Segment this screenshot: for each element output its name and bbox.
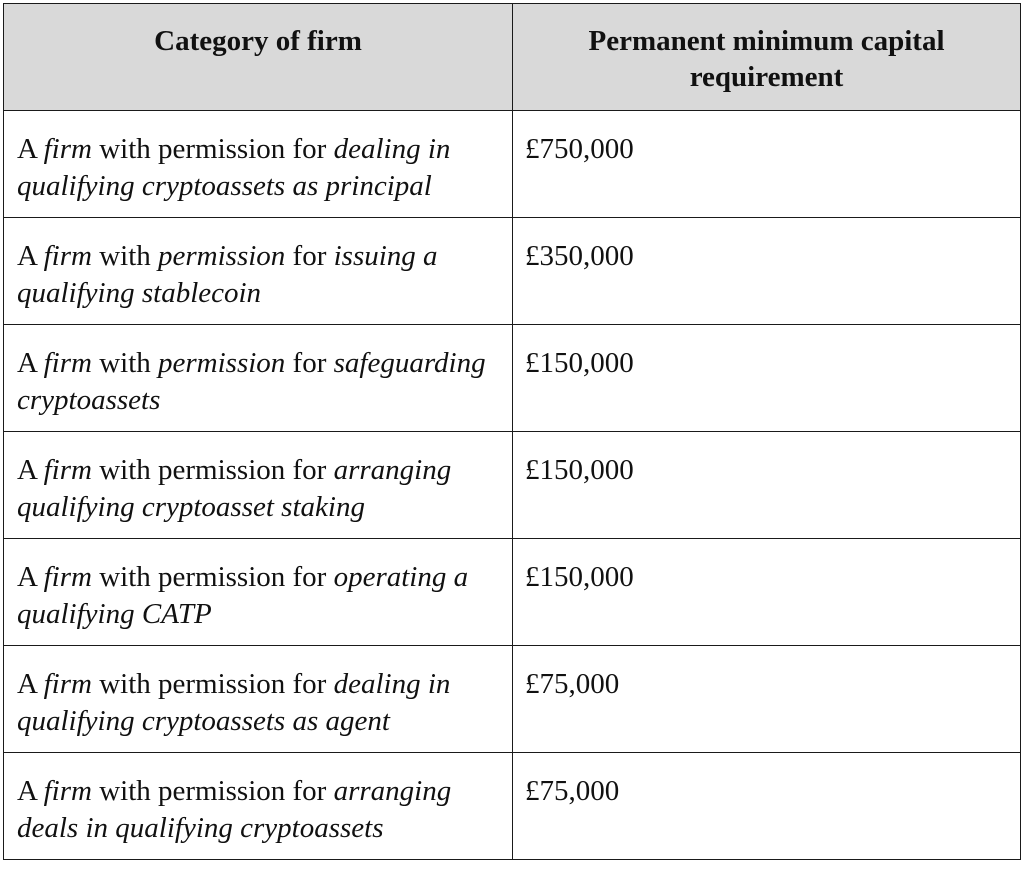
capital-requirement-value: £150,000 — [513, 325, 1021, 432]
table-row — [4, 539, 1021, 646]
firm-category-cell — [4, 432, 513, 539]
firm-category-cell — [4, 753, 513, 860]
table-row — [4, 432, 1021, 539]
capital-requirement-value: £75,000 — [513, 753, 1021, 860]
category-text: A — [17, 454, 44, 486]
category-text: for — [285, 240, 334, 272]
category-text-italic: firm — [43, 775, 92, 807]
category-text-italic: firm — [43, 454, 92, 486]
table-row — [4, 218, 1021, 325]
category-text-italic: safeguarding cryptoassets — [17, 347, 486, 416]
firm-category-cell — [4, 325, 513, 432]
category-text: with permission for — [91, 775, 334, 807]
category-text: with permission for — [91, 561, 334, 593]
category-text: with — [91, 240, 158, 272]
capital-requirement-value: £750,000 — [513, 111, 1021, 218]
category-text: for — [285, 347, 334, 379]
capital-requirement-value: £150,000 — [513, 539, 1021, 646]
category-text-italic: arranging qualifying cryptoasset staking — [17, 454, 452, 523]
firm-category-cell — [4, 539, 513, 646]
header-row — [4, 4, 1021, 111]
category-text-italic: dealing in qualifying cryptoassets as principal — [17, 133, 451, 202]
header-permanent-minimum-capital: Permanent minimum capital requirement — [513, 4, 1021, 111]
category-text-italic: firm — [43, 240, 92, 272]
category-text-italic: firm — [43, 347, 92, 379]
capital-requirement-value: £350,000 — [513, 218, 1021, 325]
category-text-italic: firm — [43, 561, 92, 593]
category-text: with — [91, 347, 158, 379]
category-text-italic: arranging deals in qualifying cryptoassets — [17, 775, 452, 844]
category-text-italic: issuing a qualifying stablecoin — [17, 240, 438, 309]
category-text-italic: firm — [43, 668, 92, 700]
table-row — [4, 325, 1021, 432]
category-text: A — [17, 347, 44, 379]
capital-requirement-value: £150,000 — [513, 432, 1021, 539]
table-row — [4, 753, 1021, 860]
category-text: A — [17, 240, 44, 272]
category-text-italic: dealing in qualifying cryptoassets as agent — [17, 668, 451, 737]
category-text-italic: permission — [158, 347, 286, 379]
category-text: A — [17, 133, 44, 165]
category-text: A — [17, 561, 44, 593]
header-category-of-firm: Category of firm — [4, 4, 513, 111]
firm-category-cell — [4, 218, 513, 325]
category-text: A — [17, 668, 44, 700]
category-text: with permission for — [91, 668, 334, 700]
table-row — [4, 111, 1021, 218]
category-text-italic: firm — [43, 133, 92, 165]
table-row — [4, 646, 1021, 753]
category-text-italic: permission — [158, 240, 286, 272]
capital-requirement-value: £75,000 — [513, 646, 1021, 753]
table-body — [4, 111, 1021, 860]
table-header — [4, 4, 1021, 111]
firm-category-cell — [4, 646, 513, 753]
category-text-italic: operating a qualifying CATP — [17, 561, 469, 630]
category-text: with permission for — [91, 133, 334, 165]
firm-category-cell — [4, 111, 513, 218]
capital-requirements-table — [3, 3, 1021, 860]
category-text: A — [17, 775, 44, 807]
category-text: with permission for — [91, 454, 334, 486]
